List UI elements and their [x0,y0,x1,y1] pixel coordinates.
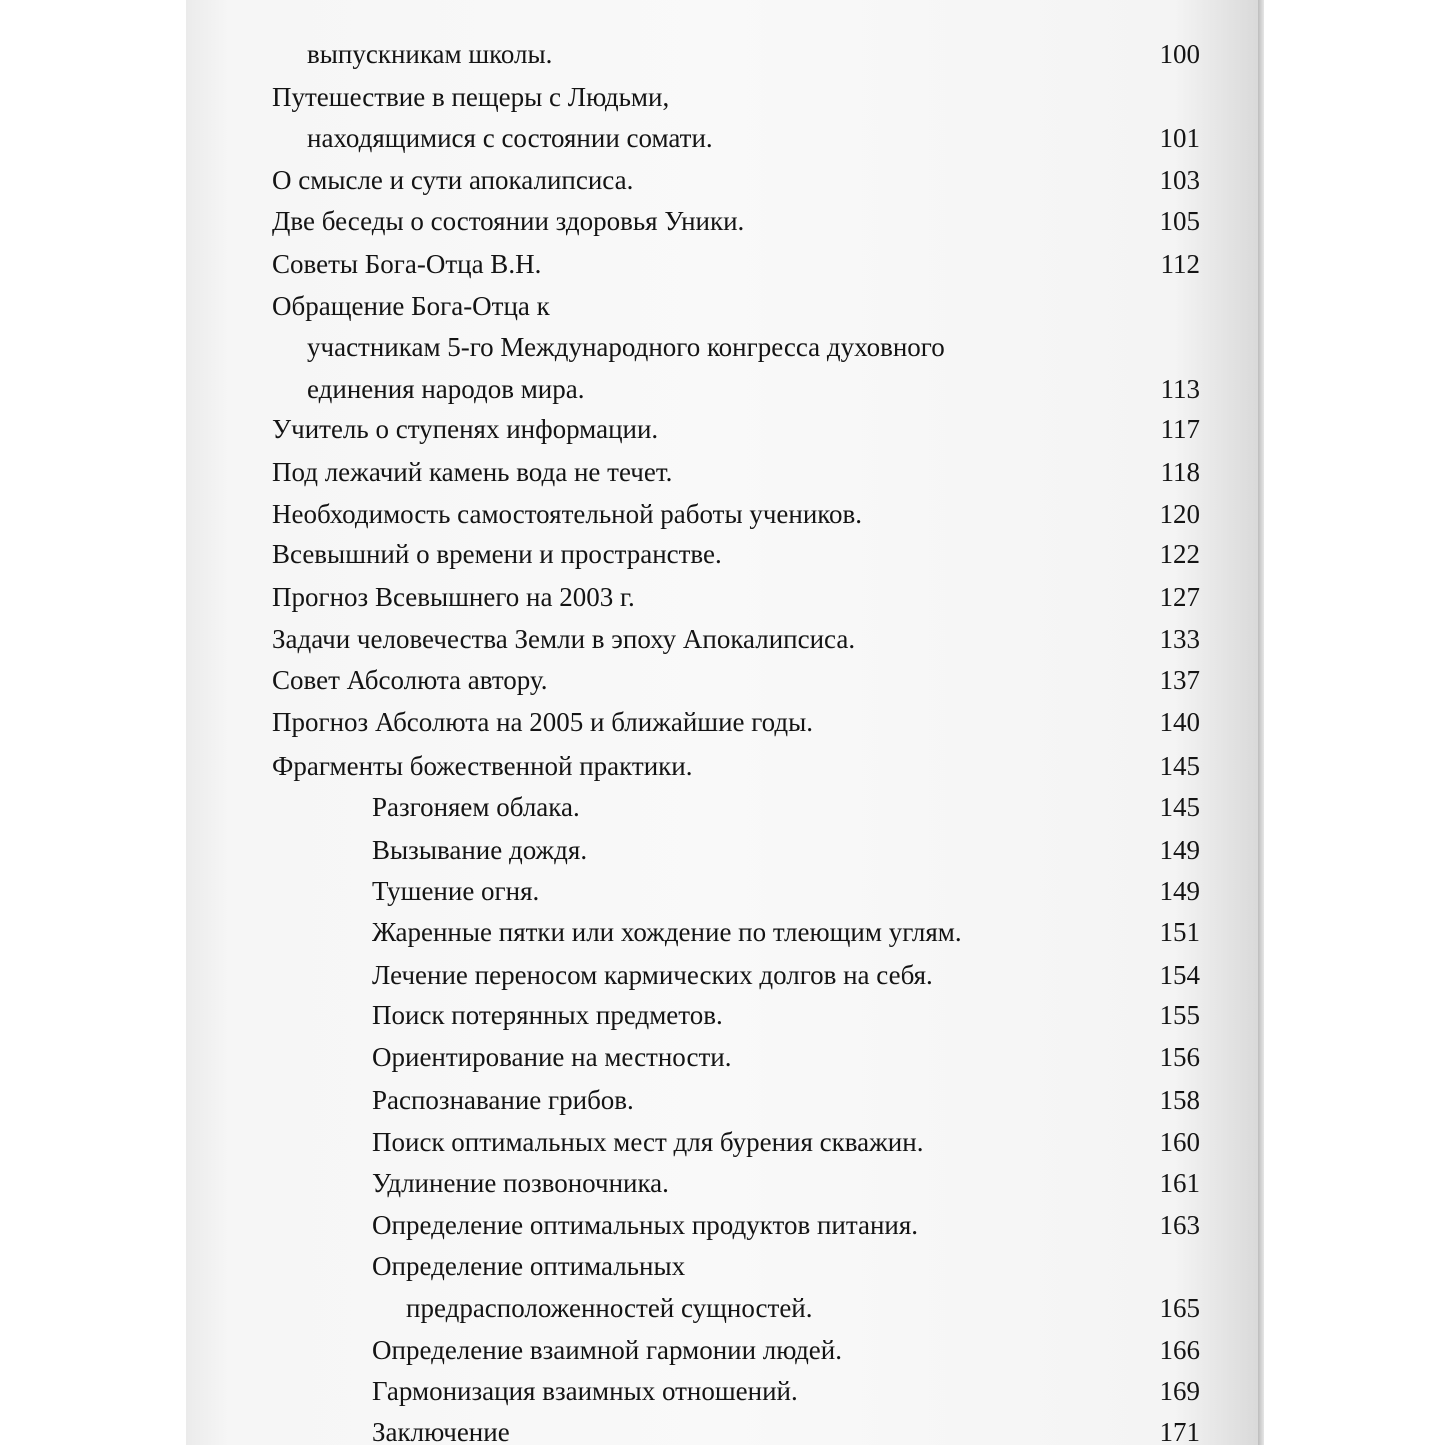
toc-entry-title: Определение взаимной гармонии людей. [372,1335,842,1365]
toc-entry-title: Две беседы о состоянии здоровья Уники. [272,206,745,236]
toc-entry-title: Задачи человечества Земли в эпоху Апокалипсиса. [272,624,856,654]
toc-entry-page-number: 166 [1159,1335,1200,1365]
toc-entry-title: Фрагменты божественной практики. [272,751,693,781]
toc-entry-title: единения народов мира. [307,374,585,404]
toc-entry-title: находящимися с состоянии сомати. [307,123,713,153]
toc-entry-title: участникам 5-го Международного конгресса духовного [307,332,945,362]
toc-entry-page-number: 103 [1159,165,1200,195]
toc-entry-page-number: 163 [1159,1210,1200,1240]
toc-entry-title: Советы Бога-Отца В.Н. [272,249,542,279]
toc-entry-page-number: 112 [1160,249,1200,279]
toc-entry-page-number: 137 [1159,665,1200,695]
toc-entry-title: Гармонизация взаимных отношений. [372,1376,798,1406]
toc-entry-title: Путешествие в пещеры с Людьми, [272,82,670,112]
toc-entry-page-number: 117 [1160,414,1200,444]
toc-entry-page-number: 140 [1159,707,1200,737]
toc-entry-title: Необходимость самостоятельной работы учеников. [272,499,863,529]
toc-entry-title: Определение оптимальных [372,1251,686,1281]
toc-entry-page-number: 122 [1159,539,1200,569]
toc-entry-page-number: 149 [1159,876,1200,906]
toc-entry-title: Определение оптимальных продуктов питания. [372,1210,919,1240]
toc-entry-page-number: 105 [1159,206,1200,236]
toc-entry-page-number: 161 [1159,1168,1200,1198]
toc-entry-page-number: 118 [1160,457,1200,487]
book-spine [1258,0,1264,1445]
toc-entry-title: Под лежачий камень вода не течет. [272,457,673,487]
toc-entry-page-number: 158 [1159,1085,1200,1115]
toc-entry-page-number: 133 [1159,624,1200,654]
toc-entry-page-number: 113 [1160,374,1200,404]
toc-entry-page-number: 154 [1159,960,1200,990]
toc-entry-title: Жаренные пятки или хождение по тлеющим углям. [372,917,962,947]
toc-entry-page-number: 100 [1159,39,1200,69]
toc-entry-page-number: 160 [1159,1127,1200,1157]
toc-entry-page-number: 165 [1159,1293,1200,1323]
toc-entry-page-number: 120 [1159,499,1200,529]
toc-entry-title: Разгоняем облака. [372,792,580,822]
toc-entry-title: Удлинение позвоночника. [372,1168,669,1198]
toc-entry-page-number: 101 [1159,123,1200,153]
toc-entry-title: Учитель о ступенях информации. [272,414,659,444]
toc-entry-title: Ориентирование на местности. [372,1042,732,1072]
toc-entry-title: Распознавание грибов. [372,1085,634,1115]
toc-entry-title: Прогноз Всевышнего на 2003 г. [272,582,635,612]
toc-entry-title: Заключение [372,1417,510,1447]
toc-entry-page-number: 149 [1159,835,1200,865]
toc-entry-title: предрасположенностей сущностей. [406,1293,813,1323]
toc-entry-page-number: 151 [1159,917,1200,947]
toc-entry-title: О смысле и сути апокалипсиса. [272,165,634,195]
toc-entry-title: Поиск потерянных предметов. [372,1000,723,1030]
toc-entry-title: Обращение Бога-Отца к [272,291,550,321]
toc-entry-title: выпускникам школы. [307,39,553,69]
toc-entry-page-number: 156 [1159,1042,1200,1072]
toc-entry-title: Совет Абсолюта автору. [272,665,548,695]
toc-entry-page-number: 145 [1159,751,1200,781]
toc-entry-page-number: 127 [1159,582,1200,612]
toc-entry-title: Вызывание дождя. [372,835,588,865]
toc-entry-page-number: 171 [1159,1417,1200,1447]
toc-entry-page-number: 145 [1159,792,1200,822]
toc-entry-title: Тушение огня. [372,876,540,906]
toc-entry-title: Прогноз Абсолюта на 2005 и ближайшие годы. [272,707,814,737]
toc-entry-title: Всевышний о времени и пространстве. [272,539,722,569]
toc-entry-page-number: 169 [1159,1376,1200,1406]
toc-entry-page-number: 155 [1159,1000,1200,1030]
toc-entry-title: Лечение переносом кармических долгов на себя. [372,960,933,990]
toc-entry-title: Поиск оптимальных мест для бурения скважин. [372,1127,924,1157]
